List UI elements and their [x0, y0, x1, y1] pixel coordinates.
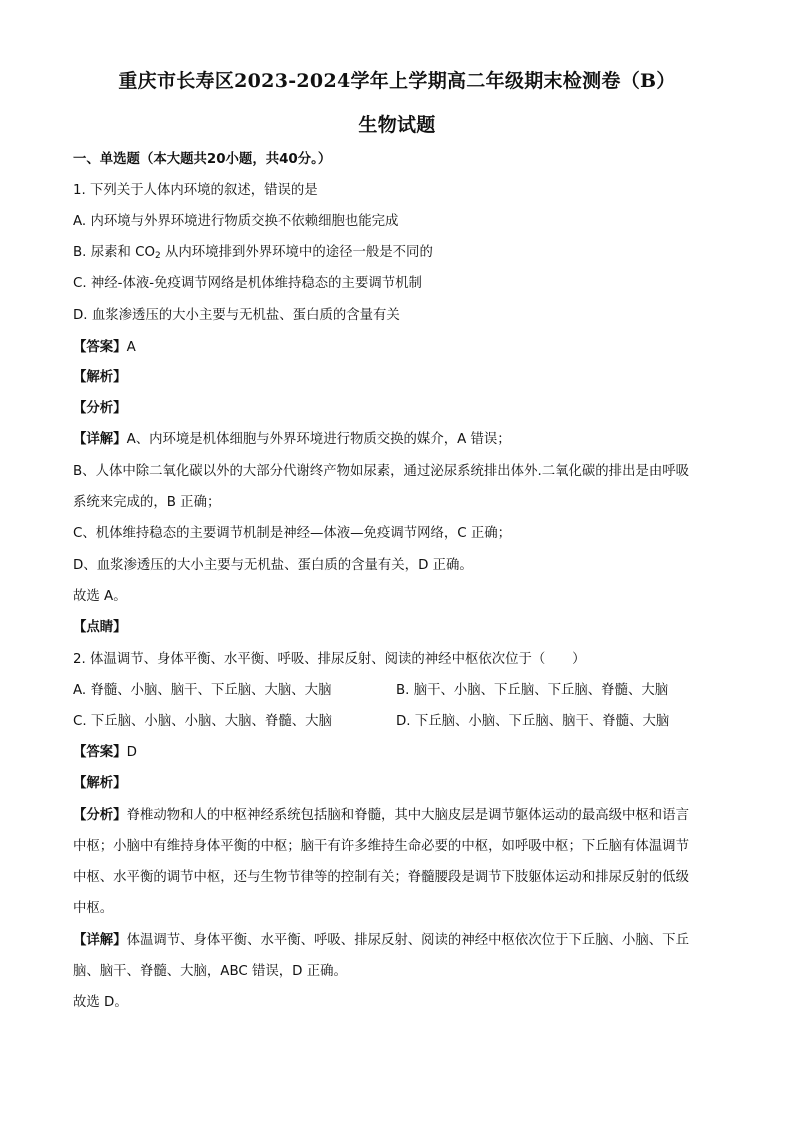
q2-fenxi-line1: [73, 806, 723, 826]
answer-value: A: [126, 340, 136, 355]
section-heading: 一、单选题（本大题共20小题，共40分。）: [73, 152, 332, 167]
q2-options-row1: [73, 681, 723, 701]
q1-detail-d: D、血浆渗透压的大小主要与无机盐、蛋白质的含量有关，D 正确。: [73, 558, 473, 573]
q1-stem: 1. 下列关于人体内环境的叙述，错误的是: [73, 183, 318, 198]
q1-detail-b-line1: B、人体中除二氧化碳以外的大部分代谢终产物如尿素，通过泌尿系统排出体外.二氧化碳的排出是由呼吸: [73, 464, 690, 479]
detail-a-text: A、内环境是机体细胞与外界环境进行物质交换的媒介，A 错误；: [126, 432, 511, 447]
answer-value: D: [126, 745, 137, 760]
q1-option-b: [73, 243, 723, 266]
q2-option-a: A. 脊髓、小脑、脑干、下丘脑、大脑、大脑: [73, 683, 332, 698]
answer-tag: 【答案】: [73, 745, 127, 760]
detail-text-1: 体温调节、身体平衡、水平衡、呼吸、排尿反射、阅读的神经中枢依次位于下丘脑、小脑、下丘: [126, 933, 689, 948]
page-title: 重庆市长寿区2023-2024学年上学期高二年级期末检测卷（B）: [118, 70, 676, 92]
q1-option-b-post: 从内环境排到外界环境中的途径一般是不同的: [160, 245, 433, 260]
q1-conclusion: 故选 A。: [73, 589, 127, 604]
q2-detail-line1: [73, 931, 723, 951]
q2-fenxi-line4: 中枢。: [73, 901, 114, 916]
q1-option-a: A. 内环境与外界环境进行物质交换不依赖细胞也能完成: [73, 214, 399, 229]
q2-fenxi-line3: 中枢、水平衡的调节中枢，还与生物节律等的控制有关；脊髓腰段是调节下肢躯体运动和排尿反射的低级: [73, 870, 689, 885]
q2-answer: [73, 743, 723, 763]
q2-conclusion: 故选 D。: [73, 995, 128, 1010]
q1-detail-a: [73, 430, 723, 450]
q2-option-d: D. 下丘脑、小脑、下丘脑、脑干、脊髓、大脑: [396, 714, 670, 729]
fenxi-tag: 【分析】: [73, 808, 127, 823]
q2-detail-line2: 脑、脑干、脊髓、大脑，ABC 错误，D 正确。: [73, 964, 347, 979]
q1-option-d: D. 血浆渗透压的大小主要与无机盐、蛋白质的含量有关: [73, 308, 400, 323]
q1-detail-c: C、机体维持稳态的主要调节机制是神经—体液—免疫调节网络，C 正确；: [73, 526, 512, 541]
q1-analysis-tag: 【解析】: [73, 370, 127, 385]
q1-option-c: C. 神经-体液-免疫调节网络是机体维持稳态的主要调节机制: [73, 276, 422, 291]
answer-tag: 【答案】: [73, 340, 127, 355]
q2-option-c: C. 下丘脑、小脑、小脑、大脑、脊髓、大脑: [73, 714, 332, 729]
q1-option-b-sub: 2: [155, 251, 161, 261]
q2-stem: 2. 体温调节、身体平衡、水平衡、呼吸、排尿反射、阅读的神经中枢依次位于（ ）: [73, 652, 586, 667]
fenxi-text-1: 脊椎动物和人的中枢神经系统包括脑和脊髓，其中大脑皮层是调节躯体运动的最高级中枢和语言: [126, 808, 689, 823]
q2-options-row2: [73, 712, 723, 732]
q1-option-b-pre: B. 尿素和 CO: [73, 245, 156, 260]
detail-tag: 【详解】: [73, 432, 127, 447]
q2-option-b: B. 脑干、小脑、下丘脑、下丘脑、脊髓、大脑: [396, 683, 669, 698]
q2-fenxi-line2: 中枢；小脑中有维持身体平衡的中枢；脑干有许多维持生命必要的中枢，如呼吸中枢；下丘脑有体温调节: [73, 839, 689, 854]
q2-analysis-tag: 【解析】: [73, 776, 127, 791]
page-subtitle: 生物试题: [358, 114, 436, 136]
q1-fenxi-tag: 【分析】: [73, 401, 127, 416]
detail-tag: 【详解】: [73, 933, 127, 948]
q1-answer: [73, 338, 723, 358]
q1-dianjing-tag: 【点睛】: [73, 620, 127, 635]
q1-detail-b-line2: 系统来完成的，B 正确；: [73, 495, 221, 510]
